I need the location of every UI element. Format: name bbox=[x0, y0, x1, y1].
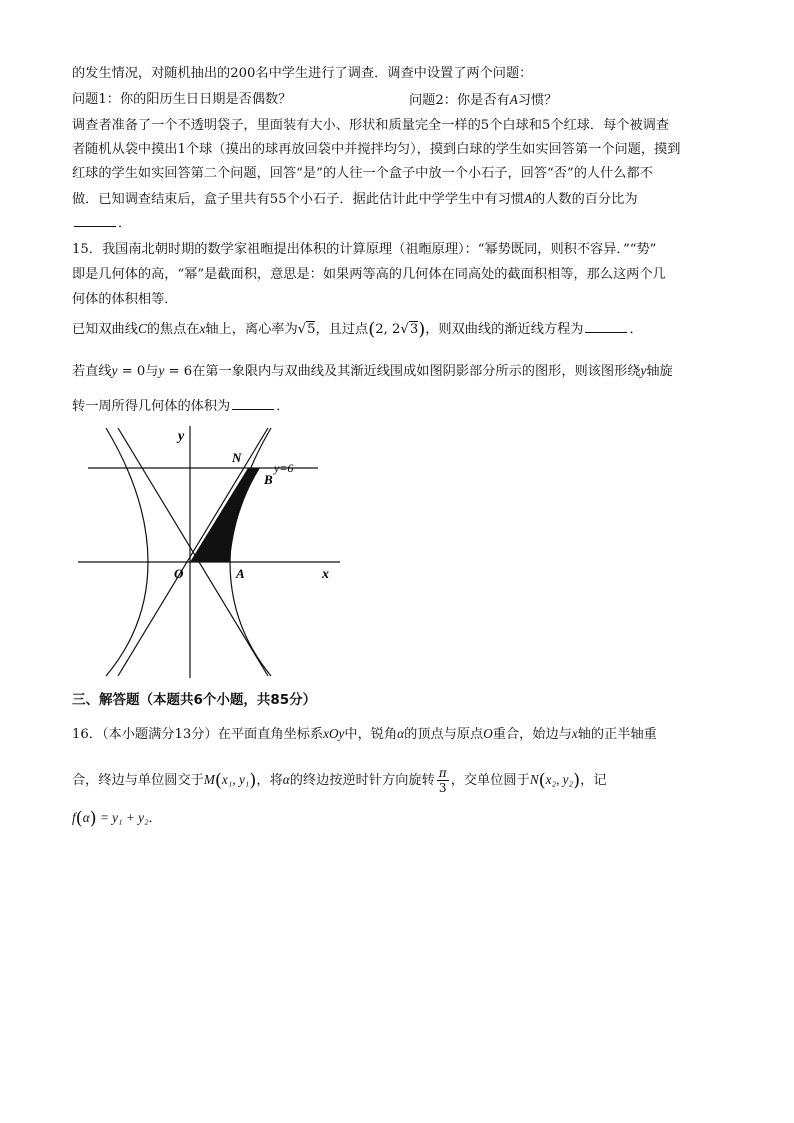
shaded-region bbox=[190, 468, 260, 562]
answer-blank-line: ． bbox=[72, 214, 131, 234]
text-line: 若直线y = 0与y = 6在第一象限内与双曲线及其渐近线围成如图阴影部分所示的图形，则该图形绕y轴旋 bbox=[72, 363, 673, 379]
sqrt-symbol: √ bbox=[400, 322, 409, 337]
hyperbola-figure bbox=[78, 420, 348, 680]
hyperbola-condition-line: 已知双曲线C的焦点在x轴上，离心率为√5，且过点(2, 2√3)，则双曲线的渐近线方程为 ． bbox=[72, 319, 643, 340]
text-line: 即是几何体的高，“幂”是截面积，意思是：如果两等高的几何体在同高处的截面积相等，那么这两个几 bbox=[72, 267, 666, 282]
text-line: 转一周所得几何体的体积为 ． bbox=[72, 399, 290, 414]
hyperbola-left-branch bbox=[106, 428, 148, 676]
point-n-label: N bbox=[232, 450, 242, 465]
text-line: 合，终边与单位圆交于M(x₁, y₁)，将α的终边按逆时针方向旋转 $\frac{\pi}{3}$ ，交单位圆于N(x₂, y₂)，记 bbox=[72, 766, 607, 795]
question-15-line: 15．我国南北朝时期的数学家祖暅提出体积的计算原理（祖暅原理）：“幂势既同，则积不容异．”“势” bbox=[72, 242, 657, 257]
text-line: 调查者准备了一个不透明袋子，里面装有大小、形状和质量完全一样的5个白球和5个红球．每个被调查 bbox=[72, 118, 670, 133]
answer-blank bbox=[74, 214, 116, 227]
point-b-label: B bbox=[264, 472, 273, 487]
function-definition-line: f(α) = y₁ + y₂． bbox=[72, 808, 162, 829]
answer-blank bbox=[585, 320, 627, 333]
text-line: 者随机从袋中摸出1个球（摸出的球再放回袋中并搅拌均匀），摸到白球的学生如实回答第一个问题，摸到 bbox=[72, 142, 681, 157]
fraction-pi-over-3: $\frac{\pi}{3}$ bbox=[438, 766, 447, 795]
line-y6-label: y=6 bbox=[274, 461, 294, 475]
point-a-label: A bbox=[236, 566, 245, 581]
text-line: 做．已知调查结束后，盒子里共有55个小石子．据此估计此中学学生中有习惯A的人数的百分比为 bbox=[72, 191, 638, 207]
text-line: 的发生情况，对随机抽出的200名中学生进行了调查．调查中设置了两个问题： bbox=[72, 66, 533, 81]
question-1-line: 问题1：你的阳历生日日期是否偶数？ bbox=[72, 92, 292, 107]
question-2-line: 问题2：你是否有A习惯？ bbox=[409, 92, 558, 108]
answer-blank bbox=[232, 397, 274, 410]
y-axis-label: y bbox=[178, 429, 185, 444]
sqrt-symbol: √ bbox=[297, 322, 307, 337]
section-heading: 三、解答题（本题共6个小题，共85分） bbox=[72, 692, 317, 708]
text-line: 红球的学生如实回答第二个问题，回答“是”的人往一个盒子中放一个小石子，回答“否”的人什么都不 bbox=[72, 166, 653, 181]
origin-label: O bbox=[174, 566, 184, 581]
text-line: 何体的体积相等． bbox=[72, 292, 178, 307]
x-axis-label: x bbox=[322, 567, 329, 582]
hyperbola-right-branch bbox=[230, 428, 271, 676]
question-16-line: 16．（本小题满分13分）在平面直角坐标系xOy中，锐角α的顶点与原点O重合，始边与x轴的正半轴重 bbox=[72, 726, 657, 742]
